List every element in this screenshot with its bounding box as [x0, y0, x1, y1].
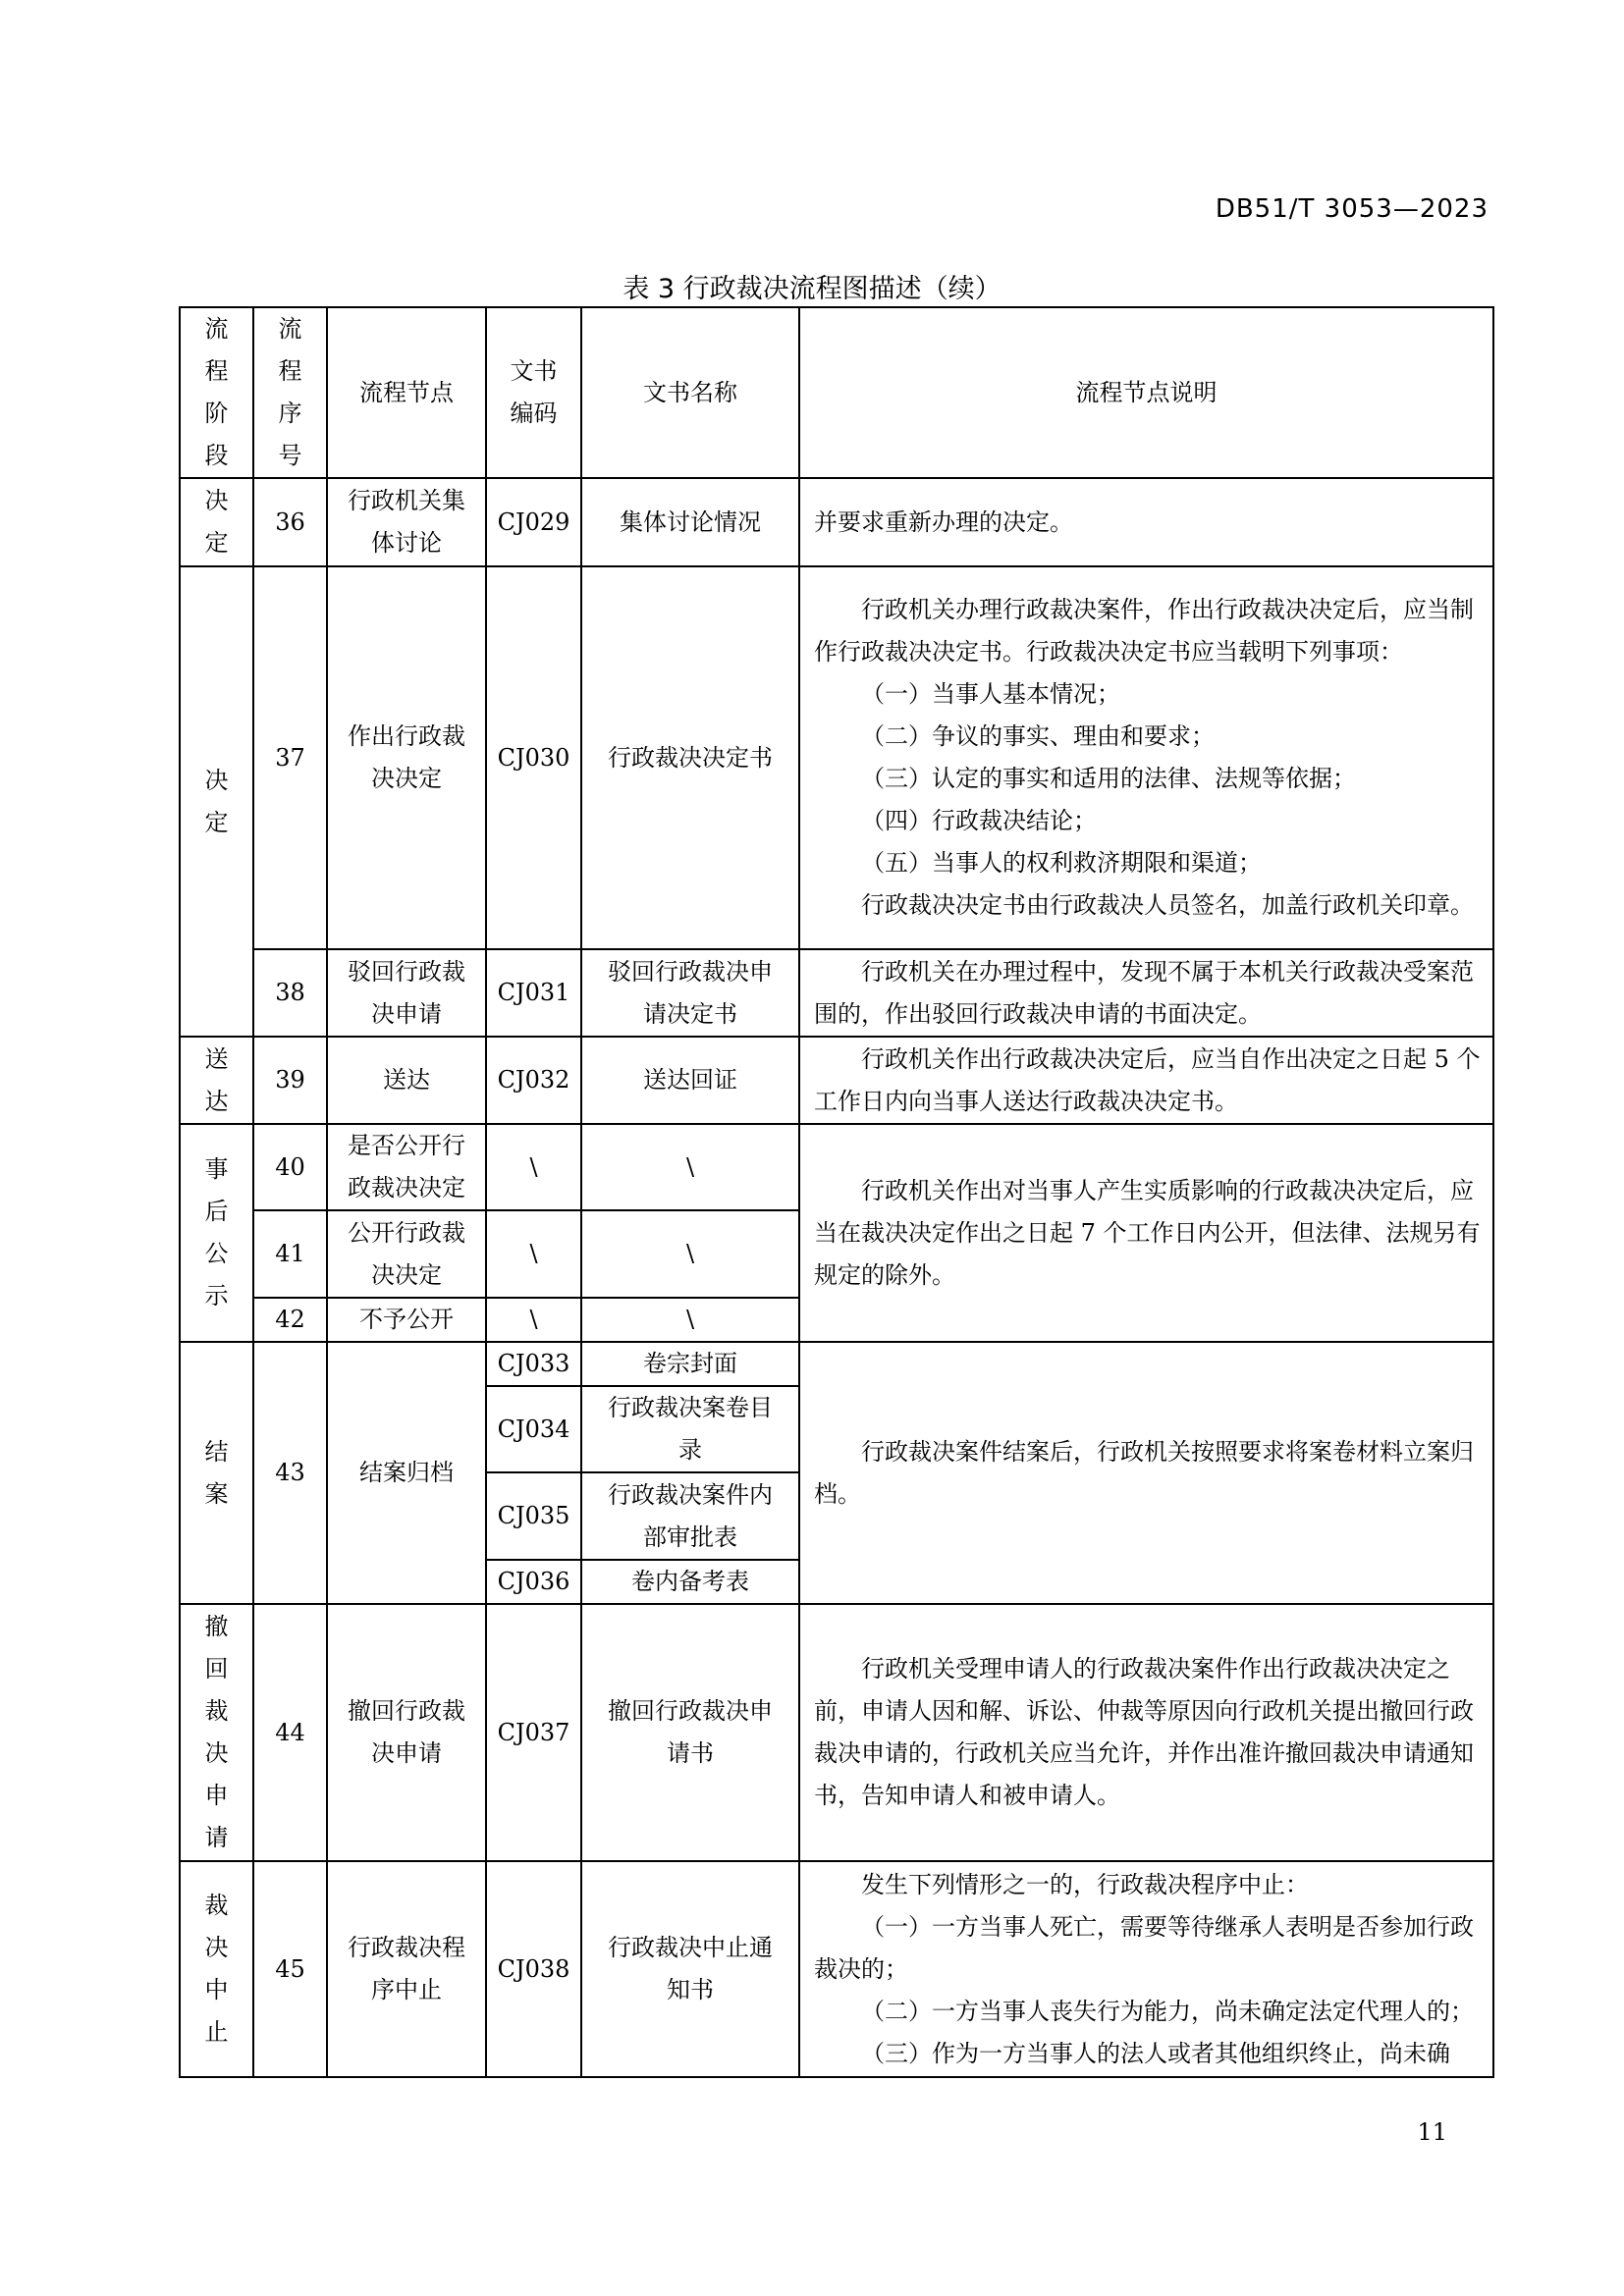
- doc-cell: 行政裁决案卷目 录: [581, 1386, 799, 1472]
- desc-cell: 行政机关在办理过程中，发现不属于本机关行政裁决受案范围的，作出驳回行政裁决申请的书面决定。: [799, 949, 1493, 1037]
- code-cell: CJ032: [486, 1037, 581, 1124]
- seq-cell: 42: [253, 1298, 327, 1342]
- header-doc: 文书名称: [581, 307, 799, 478]
- code-cell: CJ034: [486, 1386, 581, 1472]
- table-row: [180, 566, 1493, 949]
- node-cell: 撤回行政裁 决申请: [327, 1604, 486, 1861]
- seq-cell: 36: [253, 478, 327, 566]
- code-cell: CJ037: [486, 1604, 581, 1861]
- code-cell: CJ031: [486, 949, 581, 1037]
- node-cell: 是否公开行 政裁决决定: [327, 1124, 486, 1210]
- page-number: 11: [1417, 2118, 1447, 2146]
- table-header-row: [180, 307, 1493, 478]
- flow-description-table: [179, 306, 1494, 2078]
- desc-cell: 行政裁决案件结案后，行政机关按照要求将案卷材料立案归档。: [799, 1342, 1493, 1604]
- doc-cell: 集体讨论情况: [581, 478, 799, 566]
- desc-cell: 发生下列情形之一的，行政裁决程序中止： （一）一方当事人死亡，需要等待继承人表明是否参加行政裁决的； （二）一方当事人丧失行为能力，尚未确定法定代理人的； （三）作为一方当事人的法人或者其他组织终止，尚未确: [799, 1861, 1493, 2077]
- table-row: [180, 478, 1493, 566]
- desc-cell: 行政机关作出行政裁决决定后，应当自作出决定之日起 5 个工作日内向当事人送达行政裁决决定书。: [799, 1037, 1493, 1124]
- doc-cell: 卷内备考表: [581, 1560, 799, 1604]
- seq-cell: 44: [253, 1604, 327, 1861]
- code-cell: CJ029: [486, 478, 581, 566]
- seq-cell: 39: [253, 1037, 327, 1124]
- node-cell: 结案归档: [327, 1342, 486, 1604]
- desc-cell: 行政机关受理申请人的行政裁决案件作出行政裁决决定之前，申请人因和解、诉讼、仲裁等原因向行政机关提出撤回行政裁决申请的，行政机关应当允许，并作出准许撤回裁决申请通知书，告知申请人和被申请人。: [799, 1604, 1493, 1861]
- code-cell: CJ033: [486, 1342, 581, 1386]
- table-row: [180, 1342, 1493, 1386]
- doc-cell: \: [581, 1124, 799, 1210]
- seq-cell: 45: [253, 1861, 327, 2077]
- code-cell: \: [486, 1298, 581, 1342]
- code-cell: \: [486, 1210, 581, 1298]
- seq-cell: 37: [253, 566, 327, 949]
- doc-cell: 行政裁决案件内 部审批表: [581, 1472, 799, 1560]
- node-cell: 作出行政裁 决决定: [327, 566, 486, 949]
- code-cell: CJ035: [486, 1472, 581, 1560]
- doc-cell: \: [581, 1210, 799, 1298]
- table-row: [180, 1124, 1493, 1210]
- stage-cell: 撤 回 裁 决 申 请: [180, 1604, 253, 1861]
- code-cell: CJ030: [486, 566, 581, 949]
- desc-cell: 行政机关办理行政裁决案件，作出行政裁决决定后，应当制作行政裁决决定书。行政裁决决定书应当载明下列事项： （一）当事人基本情况； （二）争议的事实、理由和要求； （三）认定的事实和适用的法律、法规等依据； （四）行政裁决结论； （五）当事人的权利救济期限和渠道； 行政裁决决定书由行政裁决人员签名，加盖行政机关印章。: [799, 566, 1493, 949]
- doc-cell: \: [581, 1298, 799, 1342]
- doc-cell: 驳回行政裁决申 请决定书: [581, 949, 799, 1037]
- seq-cell: 40: [253, 1124, 327, 1210]
- table-row: [180, 1604, 1493, 1861]
- doc-cell: 撤回行政裁决申 请书: [581, 1604, 799, 1861]
- table-title: 表 3 行政裁决流程图描述（续）: [623, 274, 1001, 304]
- code-cell: CJ036: [486, 1560, 581, 1604]
- seq-cell: 41: [253, 1210, 327, 1298]
- doc-cell: 送达回证: [581, 1037, 799, 1124]
- node-cell: 行政裁决程 序中止: [327, 1861, 486, 2077]
- node-cell: 送达: [327, 1037, 486, 1124]
- stage-cell: 裁 决 中 止: [180, 1861, 253, 2077]
- document-code: DB51/T 3053—2023: [1215, 194, 1489, 224]
- stage-cell: 结 案: [180, 1342, 253, 1604]
- header-stage: 流 程 阶 段: [180, 307, 253, 478]
- header-seq: 流 程 序 号: [253, 307, 327, 478]
- doc-cell: 行政裁决中止通 知书: [581, 1861, 799, 2077]
- desc-cell: 并要求重新办理的决定。: [799, 478, 1493, 566]
- node-cell: 不予公开: [327, 1298, 486, 1342]
- table-row: [180, 1037, 1493, 1124]
- header-code: 文书 编码: [486, 307, 581, 478]
- stage-cell: 事 后 公 示: [180, 1124, 253, 1342]
- seq-cell: 38: [253, 949, 327, 1037]
- node-cell: 公开行政裁 决决定: [327, 1210, 486, 1298]
- node-cell: 驳回行政裁 决申请: [327, 949, 486, 1037]
- code-cell: CJ038: [486, 1861, 581, 2077]
- table-row: [180, 949, 1493, 1037]
- desc-cell: 行政机关作出对当事人产生实质影响的行政裁决决定后，应当在裁决决定作出之日起 7 个工作日内公开，但法律、法规另有规定的除外。: [799, 1124, 1493, 1342]
- node-cell: 行政机关集 体讨论: [327, 478, 486, 566]
- doc-cell: 卷宗封面: [581, 1342, 799, 1386]
- header-desc: 流程节点说明: [799, 307, 1493, 478]
- stage-cell: 决 定: [180, 478, 253, 566]
- header-node: 流程节点: [327, 307, 486, 478]
- stage-cell: 决 定: [180, 566, 253, 1037]
- stage-cell: 送 达: [180, 1037, 253, 1124]
- seq-cell: 43: [253, 1342, 327, 1604]
- doc-cell: 行政裁决决定书: [581, 566, 799, 949]
- code-cell: \: [486, 1124, 581, 1210]
- table-row: [180, 1861, 1493, 2077]
